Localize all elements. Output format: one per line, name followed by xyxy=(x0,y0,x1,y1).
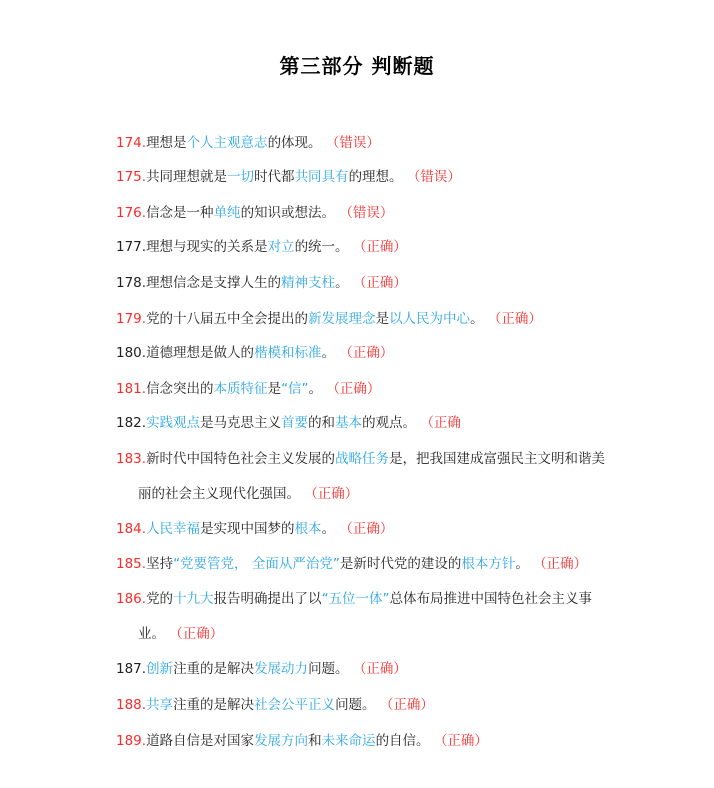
question-text: 注重的是解决 xyxy=(173,661,255,677)
question-text: 是马克思主义 xyxy=(200,415,282,431)
question-text: 。 xyxy=(321,521,336,537)
question-text: 。 xyxy=(470,311,484,327)
keyword-highlight: 实践观点 xyxy=(146,415,201,431)
question-text: 是 xyxy=(267,381,282,397)
question-number: 177. xyxy=(116,239,147,255)
question-number: 176. xyxy=(116,205,147,221)
question-number: 175. xyxy=(116,169,147,185)
question-text: 问题。 xyxy=(335,697,376,713)
keyword-highlight: 以人民为中心 xyxy=(389,311,471,327)
keyword-highlight: 战略任务 xyxy=(335,451,390,467)
question-number: 180. xyxy=(116,345,147,361)
keyword-highlight: 一切 xyxy=(227,169,255,185)
keyword-highlight: 单纯 xyxy=(213,205,241,221)
question-text: 理想与现实的关系是 xyxy=(146,239,268,255)
question-text: 和 xyxy=(308,733,322,749)
answer-verdict: （正确） xyxy=(352,239,407,255)
question-item xyxy=(116,731,646,751)
question-number: 178. xyxy=(116,275,147,291)
keyword-highlight: 共享 xyxy=(146,697,174,713)
question-number: 179. xyxy=(116,311,147,327)
question-number: 186. xyxy=(116,591,147,607)
question-number: 184. xyxy=(116,521,147,537)
question-item xyxy=(116,695,646,715)
question-text: 总体布局推进中国特色社会主义事 xyxy=(389,591,593,607)
question-number: 182. xyxy=(116,415,147,431)
question-item xyxy=(116,554,646,574)
question-continuation xyxy=(116,624,646,644)
keyword-highlight: 社会公平正义 xyxy=(254,697,336,713)
question-item xyxy=(116,237,646,257)
answer-verdict: （正确） xyxy=(339,345,394,361)
question-text: 新时代中国特色社会主义发展的 xyxy=(146,451,336,467)
answer-verdict: （正确） xyxy=(304,486,359,502)
question-continuation xyxy=(116,484,646,504)
answer-verdict: （正确） xyxy=(339,521,394,537)
keyword-highlight: 楷模和标准 xyxy=(254,345,322,361)
keyword-highlight: “党要管党， 全面从严治党” xyxy=(173,556,340,572)
keyword-highlight: 基本 xyxy=(335,415,363,431)
question-text: 业。 xyxy=(138,626,165,642)
question-number: 187. xyxy=(116,661,147,677)
keyword-highlight: 未来命运 xyxy=(321,733,376,749)
answer-verdict: （正确） xyxy=(169,626,224,642)
question-text: 信念突出的 xyxy=(146,381,214,397)
question-number: 174. xyxy=(116,135,147,151)
question-text: 。 xyxy=(335,275,349,291)
keyword-highlight: 本质特征 xyxy=(213,381,268,397)
question-text: 的和 xyxy=(308,415,336,431)
question-number: 189. xyxy=(116,733,147,749)
question-item xyxy=(116,659,646,679)
question-item xyxy=(116,309,646,329)
question-text: 注重的是解决 xyxy=(173,697,255,713)
question-text: 是 xyxy=(375,311,390,327)
answer-verdict: （正确） xyxy=(352,661,407,677)
question-text: 的自信。 xyxy=(375,733,430,749)
question-item xyxy=(116,167,646,187)
page-title: 第三部分 判断题 xyxy=(279,54,435,78)
question-text: 道路自信是对国家 xyxy=(146,733,255,749)
question-text: 丽的社会主义现代化强国。 xyxy=(138,486,300,502)
question-text: 信念是一种 xyxy=(146,205,214,221)
keyword-highlight: 根本 xyxy=(294,521,322,537)
keyword-highlight: 发展动力 xyxy=(254,661,309,677)
keyword-highlight: 对立 xyxy=(267,239,295,255)
answer-verdict: （正确 xyxy=(420,415,461,431)
question-text: 的体现。 xyxy=(267,135,322,151)
question-text: 。 xyxy=(321,345,336,361)
answer-verdict: （正确） xyxy=(379,697,434,713)
keyword-highlight: 精神支柱 xyxy=(281,275,336,291)
answer-verdict: （正确） xyxy=(352,275,407,291)
question-number: 188. xyxy=(116,697,147,713)
question-text: 的统一。 xyxy=(294,239,349,255)
keyword-highlight: 创新 xyxy=(146,661,174,677)
question-item xyxy=(116,273,646,293)
question-text: 。 xyxy=(308,381,323,397)
question-item xyxy=(116,133,646,153)
answer-verdict: （正确） xyxy=(533,556,588,572)
question-text: 理想信念是支撑人生的 xyxy=(146,275,282,291)
question-number: 183. xyxy=(116,451,147,467)
question-text: 是，把我国建成富强民主文明和谐美 xyxy=(389,451,606,467)
answer-verdict: （正确） xyxy=(433,733,488,749)
question-text: 理想是 xyxy=(146,135,187,151)
question-text: 的理想。 xyxy=(348,169,403,185)
question-item xyxy=(116,203,646,223)
answer-verdict: （错误） xyxy=(325,135,380,151)
question-text: 的知识或想法。 xyxy=(240,205,336,221)
question-item xyxy=(116,589,646,644)
keyword-highlight: “信” xyxy=(281,381,309,397)
question-item xyxy=(116,343,646,363)
keyword-highlight: 新发展理念 xyxy=(308,311,376,327)
question-text: 共同理想就是 xyxy=(146,169,228,185)
keyword-highlight: 个人主观意志 xyxy=(186,135,268,151)
question-text: 时代都 xyxy=(254,169,295,185)
answer-verdict: （错误） xyxy=(339,205,394,221)
question-item xyxy=(116,413,646,433)
keyword-highlight: 发展方向 xyxy=(254,733,309,749)
question-number: 185. xyxy=(116,556,147,572)
question-text: 道德理想是做人的 xyxy=(146,345,255,361)
question-text: 问题。 xyxy=(308,661,349,677)
question-text: 的观点。 xyxy=(362,415,417,431)
answer-verdict: （错误） xyxy=(406,169,461,185)
question-item xyxy=(116,519,646,539)
answer-verdict: （正确） xyxy=(326,381,381,397)
question-text: 坚持 xyxy=(146,556,174,572)
question-text: 。 xyxy=(515,556,529,572)
keyword-highlight: 共同具有 xyxy=(294,169,349,185)
keyword-highlight: 首要 xyxy=(281,415,309,431)
answer-verdict: （正确） xyxy=(487,311,542,327)
keyword-highlight: 根本方针 xyxy=(461,556,516,572)
question-text: 是新时代党的建设的 xyxy=(339,556,462,572)
question-text: 报告明确提出了以 xyxy=(213,591,322,607)
question-text: 党的 xyxy=(146,591,174,607)
question-number: 181. xyxy=(116,381,147,397)
question-item xyxy=(116,449,646,504)
question-text: 是实现中国梦的 xyxy=(200,521,295,537)
keyword-highlight: “五位一体” xyxy=(321,591,390,607)
question-item xyxy=(116,379,646,399)
keyword-highlight: 人民幸福 xyxy=(146,521,201,537)
keyword-highlight: 十九大 xyxy=(173,591,214,607)
question-text: 党的十八届五中全会提出的 xyxy=(146,311,309,327)
